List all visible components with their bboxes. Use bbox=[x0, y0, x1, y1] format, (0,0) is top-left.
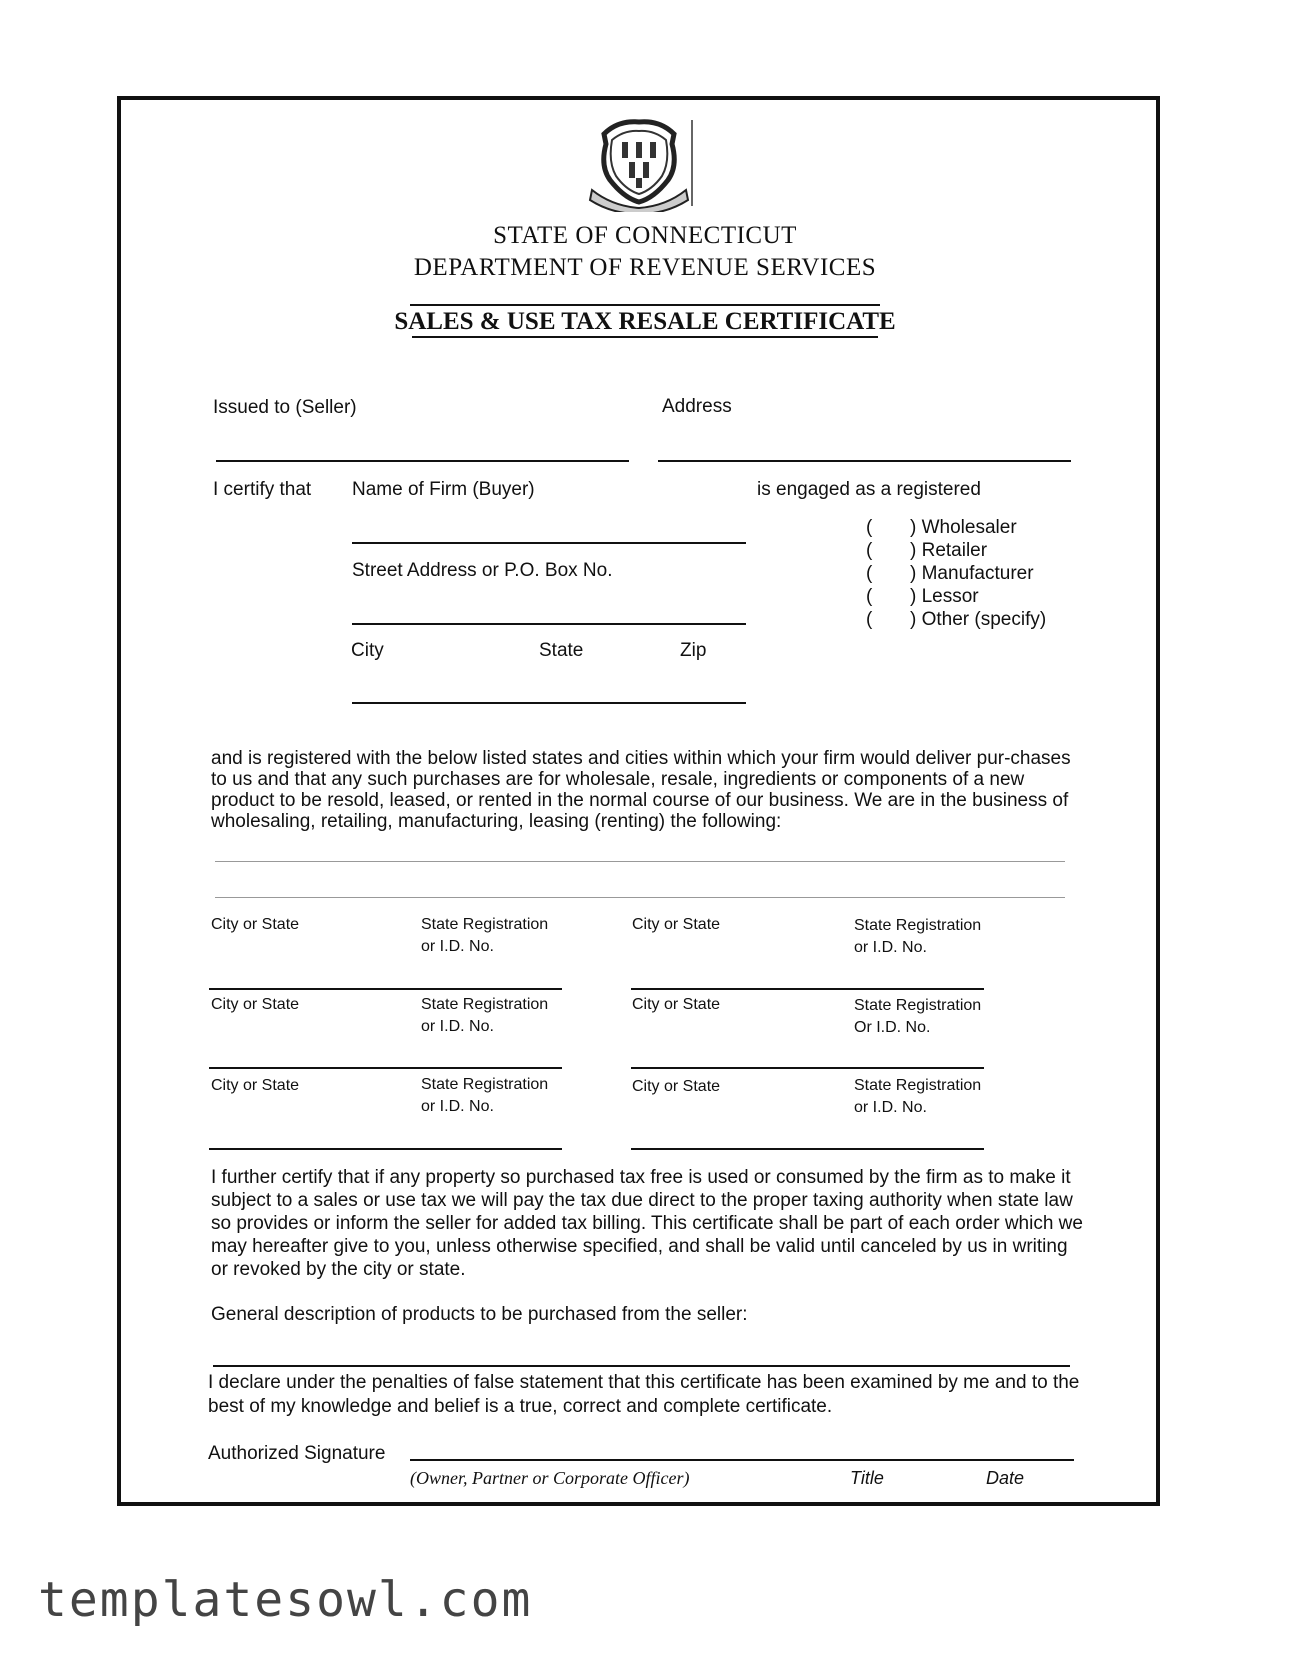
form-title: SALES & USE TAX RESALE CERTIFICATE bbox=[394, 308, 896, 335]
city-or-state-label: City or State bbox=[632, 916, 721, 933]
firm-name-field[interactable] bbox=[352, 542, 746, 544]
signature-field[interactable] bbox=[410, 1459, 1074, 1461]
title-rule-top bbox=[410, 304, 880, 306]
checkbox-paren: ( bbox=[866, 563, 873, 584]
registration-paragraph: and is registered with the below listed states and cities within which your firm would deliver pur-chases to us and that any such purchases are for wholesale, resale, ingredients or components of a new product to be resold, leased, or rented in the normal course of our business. We are in the business of wholesaling, retailing, manufacturing, leasing (renting) the following: bbox=[211, 748, 1071, 832]
checkbox-wholesaler[interactable] bbox=[866, 517, 1017, 539]
registration-field[interactable] bbox=[631, 1067, 984, 1069]
products-description-label: General description of products to be purchased from the seller: bbox=[211, 1304, 748, 1325]
city-label: City bbox=[351, 640, 384, 661]
authorized-signature-label: Authorized Signature bbox=[208, 1443, 386, 1464]
registration-label: State Registration or I.D. No. bbox=[854, 1077, 982, 1116]
state-heading: STATE OF CONNECTICUT bbox=[493, 222, 797, 249]
products-description-field[interactable] bbox=[213, 1365, 1070, 1367]
department-heading: DEPARTMENT OF REVENUE SERVICES bbox=[413, 254, 877, 281]
certify-label: I certify that bbox=[213, 479, 312, 500]
title-rule-bottom bbox=[412, 336, 878, 338]
title-label: Title bbox=[850, 1468, 884, 1488]
checkbox-label: ) Retailer bbox=[910, 540, 988, 561]
checkbox-label: ) Manufacturer bbox=[910, 563, 1034, 584]
checkbox-lessor[interactable] bbox=[866, 586, 979, 608]
registration-field[interactable] bbox=[209, 988, 562, 990]
registration-label: State Registration or I.D. No. bbox=[421, 916, 549, 955]
business-description-line-1[interactable] bbox=[215, 861, 1065, 862]
registration-field[interactable] bbox=[631, 988, 984, 990]
address-label: Address bbox=[662, 396, 732, 417]
street-address-field[interactable] bbox=[352, 623, 746, 625]
seller-name-field[interactable] bbox=[216, 460, 629, 462]
checkbox-paren: ( bbox=[866, 586, 873, 607]
connecticut-seal-icon bbox=[582, 116, 696, 212]
engaged-label: is engaged as a registered bbox=[757, 479, 981, 500]
city-or-state-label: City or State bbox=[632, 1078, 721, 1095]
checkbox-manufacturer[interactable] bbox=[866, 563, 1034, 585]
business-description-line-2[interactable] bbox=[215, 897, 1065, 898]
checkbox-other[interactable] bbox=[866, 609, 1046, 631]
street-address-label: Street Address or P.O. Box No. bbox=[352, 560, 613, 581]
checkbox-retailer[interactable] bbox=[866, 540, 987, 562]
registration-label: State Registration or I.D. No. bbox=[421, 996, 549, 1035]
checkbox-paren: ( bbox=[866, 517, 873, 538]
zip-label: Zip bbox=[680, 640, 707, 661]
date-label: Date bbox=[986, 1468, 1025, 1488]
seller-address-field[interactable] bbox=[658, 460, 1071, 462]
city-or-state-label: City or State bbox=[632, 996, 721, 1013]
registration-field[interactable] bbox=[209, 1067, 562, 1069]
issued-to-label: Issued to (Seller) bbox=[213, 397, 357, 418]
checkbox-paren: ( bbox=[866, 540, 873, 561]
declaration-paragraph: I declare under the penalties of false statement that this certificate has been examined by me and to the best of my knowledge and belief is a true, correct and complete certificate. bbox=[208, 1372, 1080, 1417]
firm-name-label: Name of Firm (Buyer) bbox=[352, 479, 535, 500]
checkbox-label: ) Lessor bbox=[910, 586, 979, 607]
checkbox-label: ) Other (specify) bbox=[910, 609, 1047, 630]
registration-field[interactable] bbox=[631, 1148, 984, 1150]
registration-label: State Registration or I.D. No. bbox=[854, 917, 982, 956]
checkbox-label: ) Wholesaler bbox=[910, 517, 1017, 538]
state-label: State bbox=[539, 640, 584, 661]
city-or-state-label: City or State bbox=[211, 996, 300, 1013]
city-or-state-label: City or State bbox=[211, 916, 300, 933]
watermark-text: templatesowl.com bbox=[38, 1572, 533, 1628]
checkbox-paren: ( bbox=[866, 609, 873, 630]
city-or-state-label: City or State bbox=[211, 1077, 300, 1094]
city-state-zip-field[interactable] bbox=[352, 702, 746, 704]
officer-note: (Owner, Partner or Corporate Officer) bbox=[410, 1468, 690, 1488]
further-certify-paragraph: I further certify that if any property so purchased tax free is used or consumed by the firm as to make it subject to a sales or use tax we will pay the tax due direct to the proper taxing authority when state law so provides or inform the seller for added tax billing. This certificate shall be part of each order which we may hereafter give to you, unless otherwise specified, and shall be valid until canceled by us in writing or revoked by the city or state. bbox=[211, 1167, 1083, 1280]
registration-label: State Registration or I.D. No. bbox=[421, 1076, 549, 1115]
registration-label: State Registration Or I.D. No. bbox=[854, 997, 982, 1036]
registration-field[interactable] bbox=[209, 1148, 562, 1150]
